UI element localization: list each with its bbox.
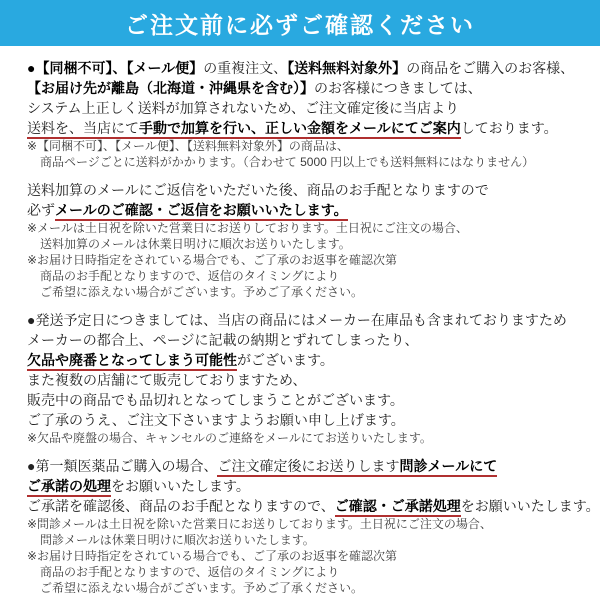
notice-line <box>27 310 594 330</box>
text-segment: ご確認・ご承諾処理 <box>335 498 461 517</box>
text-segment: 【お届け先が離島（北海道・沖縄県を含む）】 <box>27 80 314 96</box>
notice-line <box>27 350 594 370</box>
notice-note-line <box>27 564 594 580</box>
text-segment: ※メールは土日祝を除いた営業日にお送りしております。土日祝にご注文の場合、 <box>27 221 468 235</box>
notice-note-line <box>27 430 594 446</box>
notice-line <box>27 330 594 350</box>
notice-note-line <box>27 580 594 596</box>
notice-line <box>27 98 594 118</box>
text-segment: 商品ページごとに送料がかかります。（合わせて 5000 円以上でも送料無料にはなりません） <box>40 155 535 169</box>
text-segment: 送料加算のメールにご返信をいただいた後、商品のお手配となりますので <box>27 182 489 198</box>
text-segment: がございます。 <box>237 352 334 368</box>
notice-line <box>27 58 594 78</box>
notice-note-line <box>27 516 594 532</box>
text-segment: 販売中の商品でも品切れとなってしまうことがございます。 <box>27 392 404 408</box>
text-segment: ご注文確定後にお送りします <box>217 458 399 477</box>
notice-line <box>27 496 600 516</box>
text-segment: ご了承のうえ、ご注文下さいますようお願い申し上げます。 <box>27 412 405 428</box>
text-segment: ●発送予定日につきましては、当店の商品にはメーカー在庫品も含まれておりますため <box>27 312 567 328</box>
text-segment: 問診メールは休業日明けに順次お送りいたします。 <box>40 533 315 547</box>
text-segment: ※お届け日時指定をされている場合でも、ご了承のお返事を確認次第 <box>27 549 398 563</box>
text-segment: の商品をご購入のお客様、 <box>406 60 575 76</box>
notice-section-2 <box>27 180 594 300</box>
text-segment: ●第一類医薬品ご購入の場合、 <box>27 458 218 474</box>
text-segment: のお客様につきましては、 <box>314 80 482 96</box>
text-segment: をお願いいたします。 <box>111 478 250 494</box>
notice-note-line <box>27 252 594 268</box>
text-segment: 欠品や廃番となってしまう可能性 <box>27 352 237 371</box>
text-segment: しております。 <box>460 120 558 136</box>
notice-line <box>27 370 594 390</box>
notice-note-line <box>27 268 594 284</box>
notice-note-line <box>27 220 594 236</box>
text-segment: 送料を、当店にて <box>27 120 139 139</box>
text-segment: システム上正しく送料が加算されないため、ご注文確定後に当店より <box>27 100 460 116</box>
text-segment: ご希望に添えない場合がございます。予めご了承ください。 <box>40 581 364 595</box>
notice-section-3 <box>27 310 594 446</box>
notice-body <box>0 46 600 596</box>
notice-note-line <box>27 532 594 548</box>
notice-line <box>27 118 594 138</box>
notice-line <box>27 390 594 410</box>
notice-note-line <box>27 548 594 564</box>
notice-section-1 <box>27 58 594 170</box>
notice-note-line <box>27 284 594 300</box>
notice-note-line <box>27 154 594 170</box>
text-segment: 送料加算のメールは休業日明けに順次お送りいたします。 <box>40 237 351 251</box>
text-segment: 問診メールにて <box>399 458 497 477</box>
text-segment: ※欠品や廃盤の場合、キャンセルのご連絡をメールにてお送りいたします。 <box>27 431 432 445</box>
notice-line <box>27 200 594 220</box>
text-segment: 商品のお手配となりますので、返信のタイミングにより <box>40 565 340 579</box>
text-segment: をお願いいたします。 <box>460 498 600 514</box>
notice-header-title: ご注文前に必ずご確認ください <box>125 11 475 38</box>
notice-note-line <box>27 236 594 252</box>
text-segment: ※問診メールは土日祝を除いた営業日にお送りしております。土日祝にご注文の場合、 <box>27 517 492 531</box>
notice-line <box>27 180 594 200</box>
text-segment: ご承諾を確認後、商品のお手配となりますので、 <box>27 498 335 514</box>
notice-section-4 <box>27 456 600 596</box>
text-segment: 手動で加算を行い、正しい金額をメールにてご案内 <box>139 120 461 139</box>
text-segment: メーカーの都合上、ページに記載の納期とずれてしまったり、 <box>27 332 419 348</box>
text-segment: 商品のお手配となりますので、返信のタイミングにより <box>40 269 340 283</box>
text-segment: 必ず <box>27 202 55 218</box>
text-segment: 【送料無料対象外】 <box>287 60 407 76</box>
text-segment: メールのご確認・ご返信をお願いいたします。 <box>55 202 348 221</box>
notice-line <box>27 78 594 98</box>
notice-line <box>27 410 594 430</box>
text-segment: また複数の店舗にて販売しておりますため、 <box>27 372 307 388</box>
text-segment: の重複注文、 <box>203 60 288 76</box>
text-segment: ●【同梱不可】、【メール便】 <box>27 60 204 76</box>
text-segment: ※【同梱不可】、【メール便】、【送料無料対象外】の商品は、 <box>27 139 349 153</box>
text-segment: ※お届け日時指定をされている場合でも、ご了承のお返事を確認次第 <box>27 253 398 267</box>
notice-line <box>27 476 594 496</box>
text-segment: ご希望に添えない場合がございます。予めご了承ください。 <box>40 285 364 299</box>
notice-line <box>27 456 594 476</box>
text-segment: ご承諾の処理 <box>27 478 111 497</box>
notice-header-band <box>0 0 600 46</box>
notice-note-line <box>27 138 594 154</box>
